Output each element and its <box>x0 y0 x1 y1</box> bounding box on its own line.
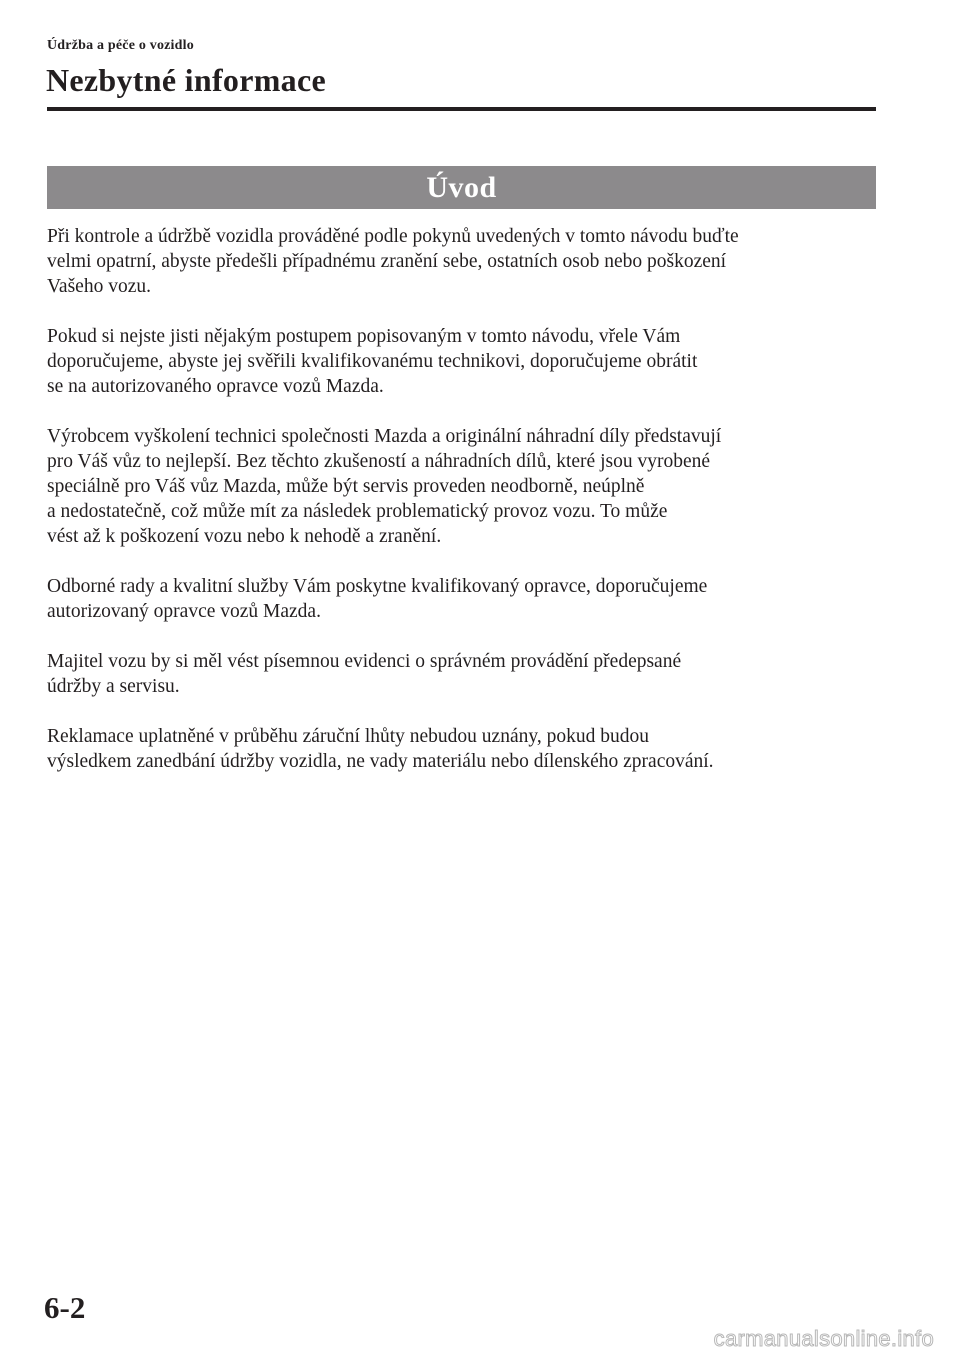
body-text <box>47 224 876 799</box>
paragraph <box>47 574 876 624</box>
text-line: Odborné rady a kvalitní služby Vám poskytne kvalifikovaný opravce, doporučujeme <box>47 576 708 597</box>
section-heading: Úvod <box>426 171 497 204</box>
paragraph <box>47 324 876 399</box>
text-line: autorizovaný opravce vozů Mazda. <box>47 601 321 622</box>
text-line: Vašeho vozu. <box>47 276 151 297</box>
text-line: Pokud si nejste jisti nějakým postupem popisovaným v tomto návodu, vřele Vám <box>47 326 681 347</box>
paragraph <box>47 649 876 699</box>
paragraph <box>47 724 876 774</box>
text-line: Při kontrole a údržbě vozidla prováděné podle pokynů uvedených v tomto návodu buďte <box>47 226 739 247</box>
text-line: speciálně pro Váš vůz Mazda, může být servis proveden neodborně, neúplně <box>47 476 645 497</box>
watermark: carmanualsonline.info <box>713 1326 934 1351</box>
paragraph <box>47 424 876 549</box>
text-line: vést až k poškození vozu nebo k nehodě a zranění. <box>47 526 442 547</box>
text-line: Reklamace uplatněné v průběhu záruční lhůty nebudou uznány, pokud budou <box>47 726 649 747</box>
title-divider <box>47 107 876 111</box>
text-line: údržby a servisu. <box>47 676 180 697</box>
text-line: doporučujeme, abyste jej svěřili kvalifikovanému technikovi, doporučujeme obrátit <box>47 351 698 372</box>
text-line: pro Váš vůz to nejlepší. Bez těchto zkušeností a náhradních dílů, které jsou vyrobené <box>47 451 710 472</box>
text-line: se na autorizovaného opravce vozů Mazda. <box>47 376 384 397</box>
page-number: 6-2 <box>44 1290 86 1325</box>
section-heading-bar <box>47 166 876 209</box>
text-line: a nedostatečně, což může mít za následek problematický provoz vozu. To může <box>47 501 668 522</box>
paragraph <box>47 224 876 299</box>
text-line: Výrobcem vyškolení technici společnosti Mazda a originální náhradní díly představují <box>47 426 722 447</box>
section-label: Údržba a péče o vozidlo <box>47 38 194 53</box>
text-line: výsledkem zanedbání údržby vozidla, ne vady materiálu nebo dílenského zpracování. <box>47 751 714 772</box>
page-title: Nezbytné informace <box>46 62 326 98</box>
text-line: velmi opatrní, abyste předešli případnému zranění sebe, ostatních osob nebo poškození <box>47 251 727 272</box>
text-line: Majitel vozu by si měl vést písemnou evidenci o správném provádění předepsané <box>47 651 682 672</box>
